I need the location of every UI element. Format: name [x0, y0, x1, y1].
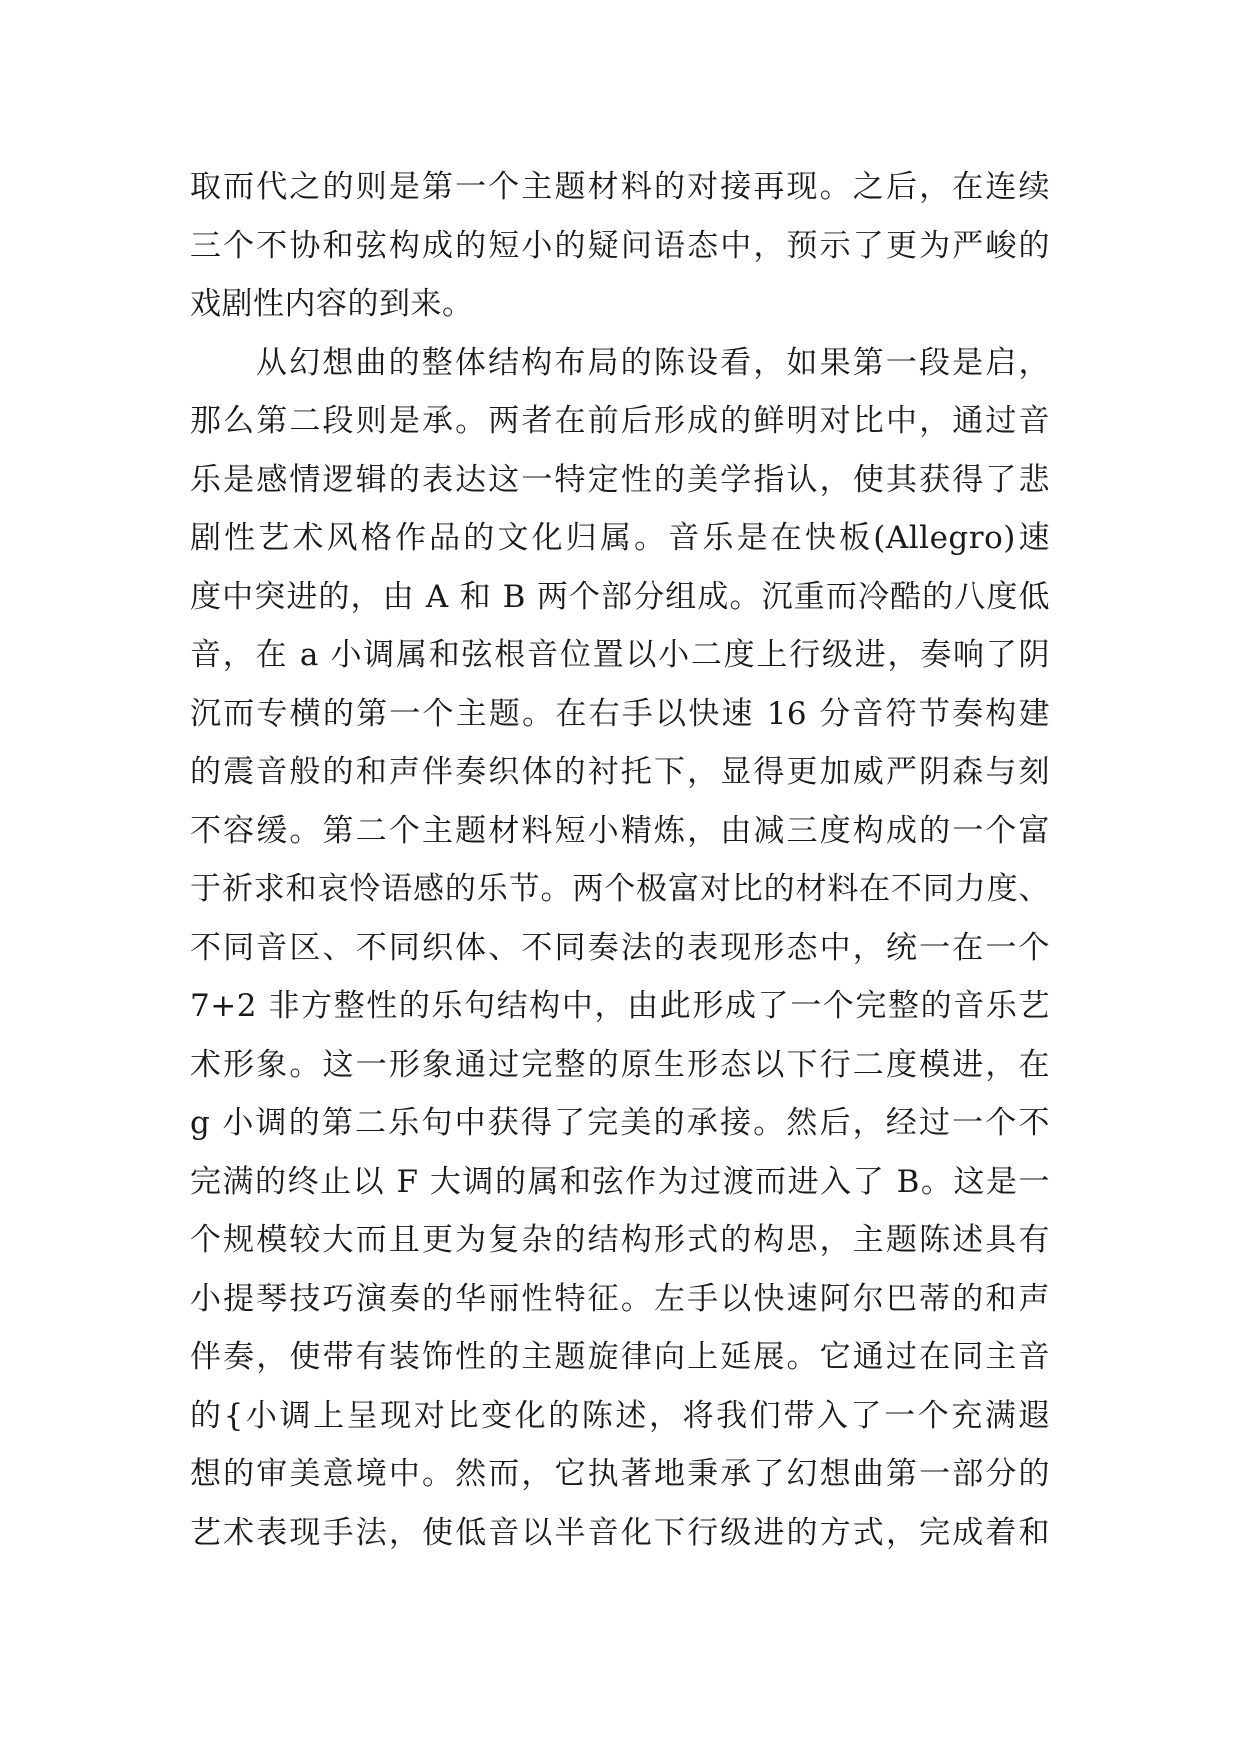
text-line: 完满的终止以 F 大调的属和弦作为过渡而进入了 B。这是一	[190, 1163, 1050, 1200]
text-line: 度中突进的，由 A 和 B 两个部分组成。沉重而冷酷的八度低	[190, 578, 1050, 615]
text-line: 7+2 非方整性的乐句结构中，由此形成了一个完整的音乐艺	[190, 988, 1050, 1024]
text-line: 的震音般的和声伴奏织体的衬托下，显得更加威严阴森与刻	[190, 754, 1050, 790]
text-line: 戏剧性内容的到来。	[190, 286, 474, 322]
text-line: 三个不协和弦构成的短小的疑问语态中，预示了更为严峻的	[190, 227, 1050, 264]
text-line: 伴奏，使带有装饰性的主题旋律向上延展。它通过在同主音	[190, 1339, 1050, 1375]
text-line: 剧性艺术风格作品的文化归属。音乐是在快板(Allegro)速	[190, 520, 1050, 556]
text-line: 从幻想曲的整体结构布局的陈设看，如果第一段是启，	[256, 344, 1050, 381]
text-line: 不同音区、不同织体、不同奏法的表现形态中，统一在一个	[190, 929, 1050, 966]
text-line: 艺术表现手法，使低音以半音化下行级进的方式，完成着和	[190, 1514, 1050, 1551]
text-line: 的{小调上呈现对比变化的陈述，将我们带入了一个充满遐	[190, 1397, 1050, 1434]
text-line: 那么第二段则是承。两者在前后形成的鲜明对比中，通过音	[190, 403, 1050, 439]
text-line: 术形象。这一形象通过完整的原生形态以下行二度模进，在	[190, 1046, 1050, 1083]
text-line: 取而代之的则是第一个主题材料的对接再现。之后，在连续	[190, 169, 1050, 205]
text-line: 想的审美意境中。然而，它执著地秉承了幻想曲第一部分的	[190, 1456, 1050, 1492]
text-line: 音，在 a 小调属和弦根音位置以小二度上行级进，奏响了阴	[190, 637, 1050, 673]
text-line: 小提琴技巧演奏的华丽性特征。左手以快速阿尔巴蒂的和声	[190, 1280, 1050, 1317]
text-line: g 小调的第二乐句中获得了完美的承接。然后，经过一个不	[190, 1105, 1050, 1141]
body-text	[190, 158, 1050, 1562]
text-line: 乐是感情逻辑的表达这一特定性的美学指认，使其获得了悲	[190, 461, 1050, 498]
text-line: 不容缓。第二个主题材料短小精炼，由减三度构成的一个富	[190, 812, 1050, 849]
text-line: 于祈求和哀怜语感的乐节。两个极富对比的材料在不同力度、	[190, 871, 1050, 907]
text-line: 沉而专横的第一个主题。在右手以快速 16 分音符节奏构建	[190, 695, 1050, 732]
text-line: 个规模较大而且更为复杂的结构形式的构思，主题陈述具有	[190, 1222, 1050, 1258]
